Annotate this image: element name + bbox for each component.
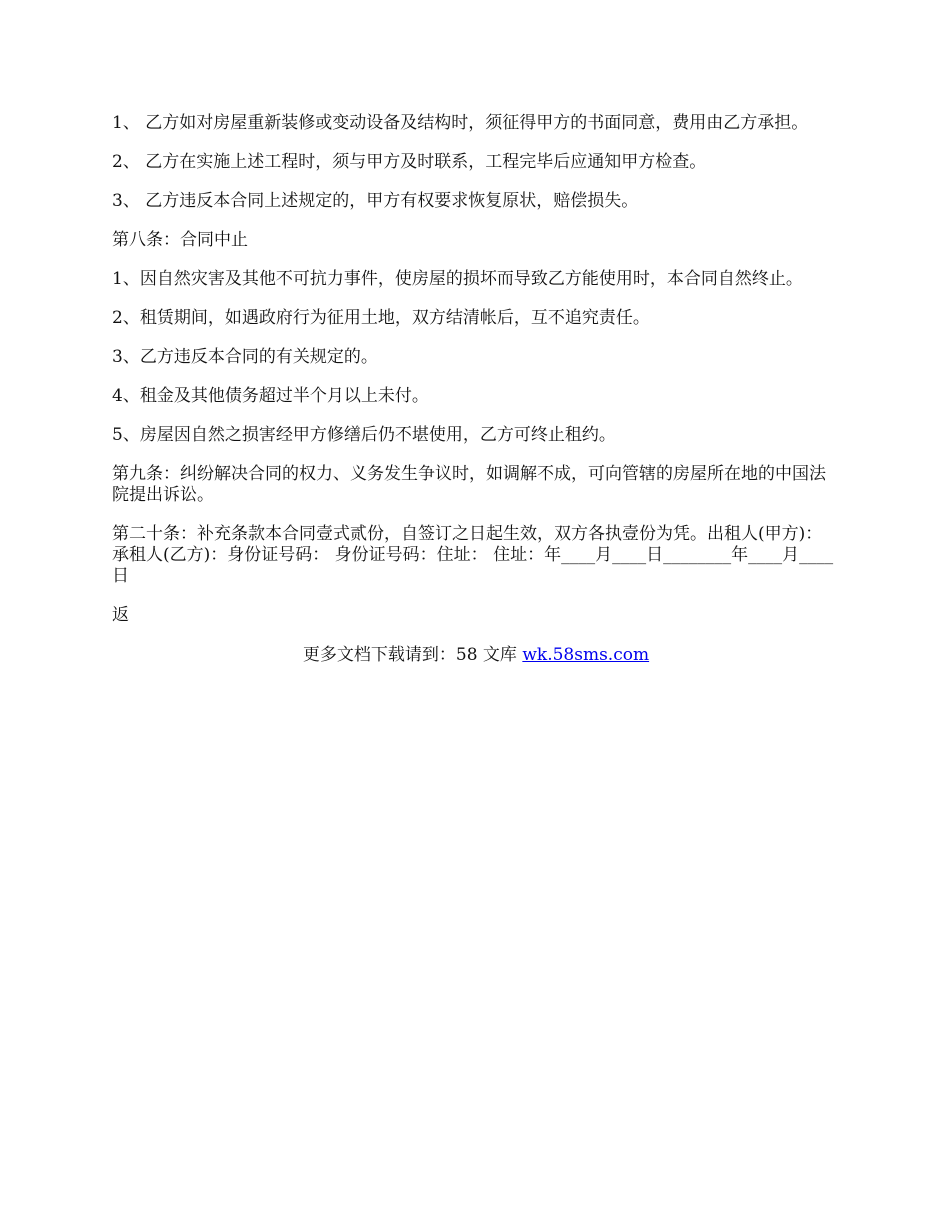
clause-7-item-2: 2、 乙方在实施上述工程时，须与甲方及时联系，工程完毕后应通知甲方检查。 [112, 152, 707, 172]
clause-8-item-2: 2、租赁期间，如遇政府行为征用土地，双方结清帐后，互不追究责任。 [112, 308, 650, 328]
clause-8-item-1: 1、因自然灾害及其他不可抗力事件，使房屋的损坏而导致乙方能使用时，本合同自然终止。 [112, 269, 803, 289]
footer-text: 更多文档下载请到：58 文库 [302, 645, 523, 665]
clause-8-item-5: 5、房屋因自然之损害经甲方修缮后仍不堪使用，乙方可终止租约。 [112, 425, 616, 445]
back-text: 返 [112, 605, 129, 625]
clause-8-heading: 第八条：合同中止 [112, 230, 248, 250]
document-body [112, 113, 840, 666]
footer-link[interactable]: wk.58sms.com [522, 645, 650, 665]
clause-7-item-1: 1、 乙方如对房屋重新装修或变动设备及结构时，须征得甲方的书面同意，费用由乙方承担。 [112, 113, 809, 133]
clause-9-dispute: 第九条：纠纷解决合同的权力、义务发生争议时，如调解不成，可向管辖的房屋所在地的中国法院提出诉讼。 [112, 464, 826, 505]
clause-20-supplementary: 第二十条：补充条款本合同壹式贰份，自签订之日起生效，双方各执壹份为凭。出租人(甲方)： 承租人(乙方)：身份证号码： 身份证号码：住址： 住址：年____月____日________年____月____日 [112, 524, 834, 586]
download-footer [112, 645, 840, 666]
clause-8-item-3: 3、乙方违反本合同的有关规定的。 [112, 347, 378, 367]
clause-7-item-3: 3、 乙方违反本合同上述规定的，甲方有权要求恢复原状，赔偿损失。 [112, 191, 639, 211]
clause-8-item-4: 4、租金及其他债务超过半个月以上未付。 [112, 386, 429, 406]
